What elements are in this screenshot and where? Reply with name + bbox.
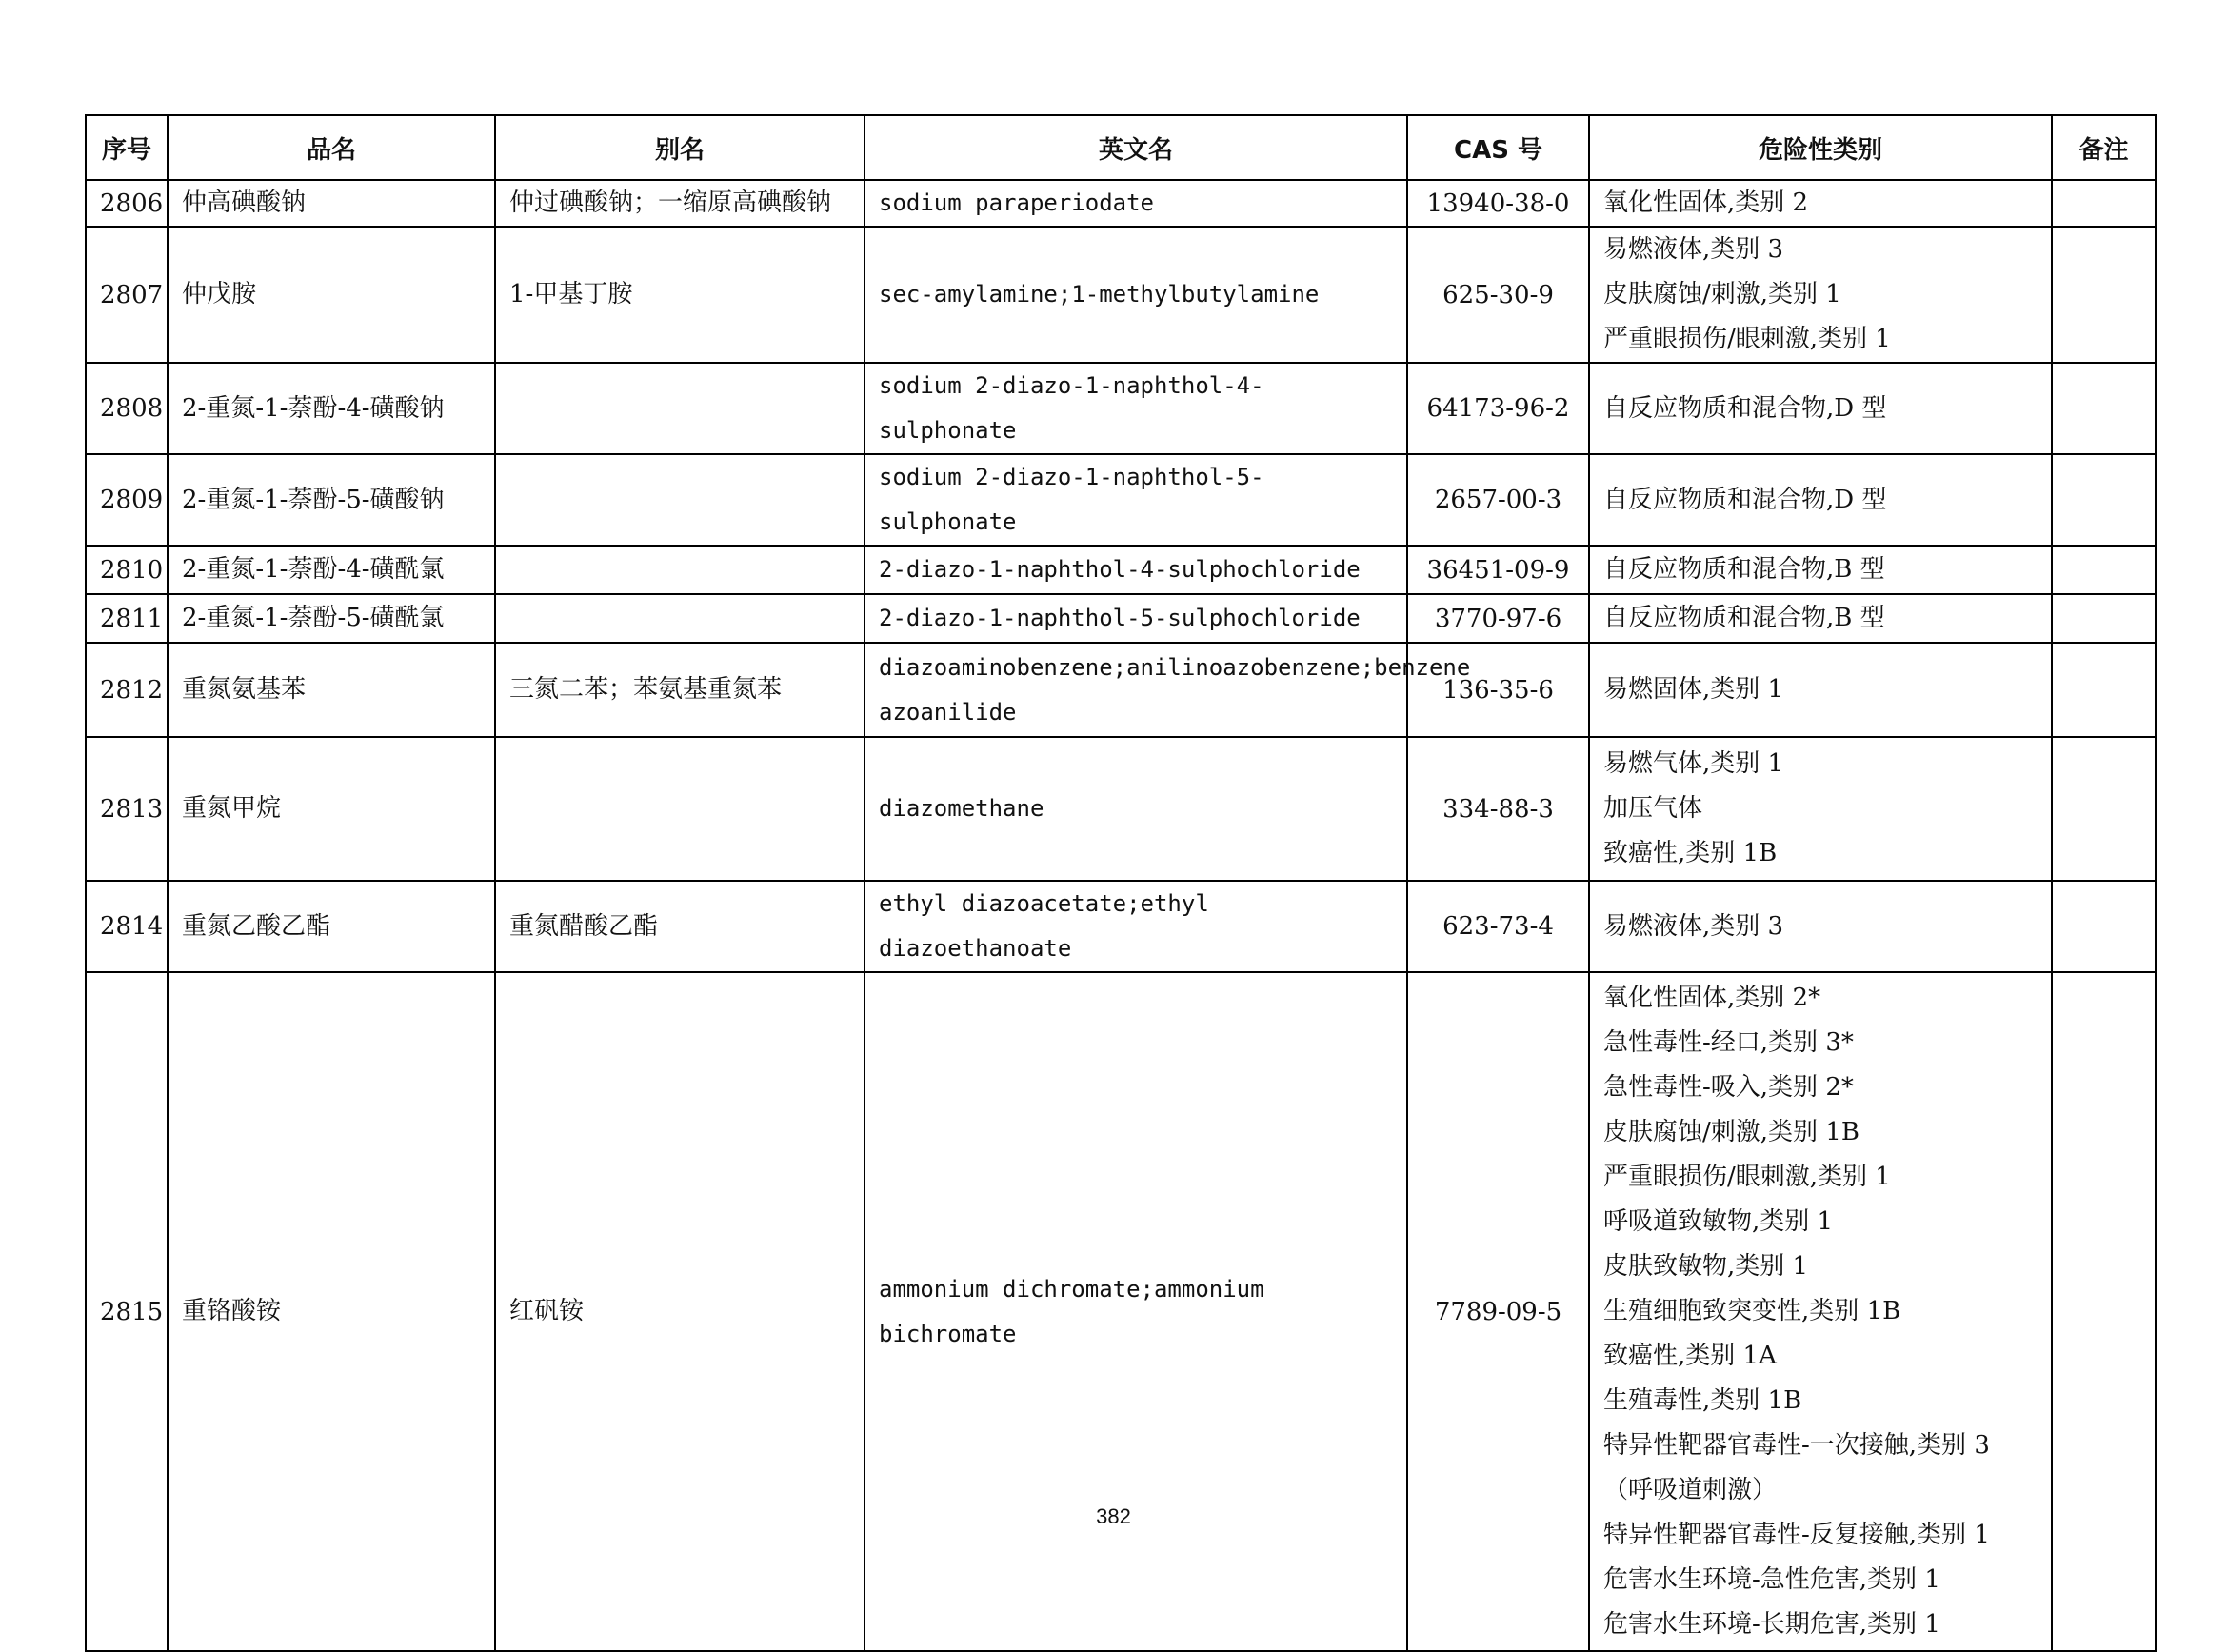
hazard-item: 易燃液体,类别 3 bbox=[1603, 235, 1784, 264]
cell-alias: 重氮醋酸乙酯 bbox=[495, 881, 865, 972]
cell-english: ammonium dichromate;ammonium bichromate bbox=[865, 972, 1407, 1651]
cell-no: 2811 bbox=[86, 594, 168, 643]
cell-alias bbox=[495, 363, 865, 454]
cell-english: 2-diazo-1-naphthol-4-sulphochloride bbox=[865, 546, 1407, 594]
cell-hazards bbox=[1589, 454, 2052, 546]
hazard-item: 生殖毒性,类别 1B bbox=[1603, 1386, 1802, 1415]
cell-name: 重氮氨基苯 bbox=[168, 643, 495, 737]
hazard-item: 特异性靶器官毒性-一次接触,类别 3（呼吸道刺激） bbox=[1603, 1431, 1990, 1504]
cell-english: diazoaminobenzene;anilinoazobenzene;benzene azoanilide bbox=[865, 643, 1407, 737]
cell-cas: 334-88-3 bbox=[1407, 737, 1589, 881]
hazard-item: 自反应物质和混合物,B 型 bbox=[1603, 604, 1885, 632]
cell-cas: 3770-97-6 bbox=[1407, 594, 1589, 643]
cell-hazards bbox=[1589, 881, 2052, 972]
hazard-item: 严重眼损伤/眼刺激,类别 1 bbox=[1603, 325, 1891, 353]
cell-cas: 625-30-9 bbox=[1407, 227, 1589, 363]
cell-name: 重氮甲烷 bbox=[168, 737, 495, 881]
hazard-item: 呼吸道致敏物,类别 1 bbox=[1603, 1207, 1834, 1236]
cell-hazards bbox=[1589, 643, 2052, 737]
chemical-table bbox=[85, 114, 2157, 1652]
table-row bbox=[86, 546, 2156, 594]
cell-english: ethyl diazoacetate;ethyl diazoethanoate bbox=[865, 881, 1407, 972]
hazard-item: 致癌性,类别 1B bbox=[1603, 839, 1778, 867]
cell-note bbox=[2052, 643, 2156, 737]
cell-hazards bbox=[1589, 180, 2052, 227]
table-row bbox=[86, 737, 2156, 881]
cell-cas: 623-73-4 bbox=[1407, 881, 1589, 972]
hazard-item: 危害水生环境-急性危害,类别 1 bbox=[1603, 1565, 1940, 1594]
header-alias: 别名 bbox=[495, 115, 865, 180]
cell-no: 2807 bbox=[86, 227, 168, 363]
cell-note bbox=[2052, 180, 2156, 227]
cell-cas: 36451-09-9 bbox=[1407, 546, 1589, 594]
hazard-item: 致癌性,类别 1A bbox=[1603, 1342, 1777, 1370]
cell-no: 2814 bbox=[86, 881, 168, 972]
table-row bbox=[86, 643, 2156, 737]
table-row bbox=[86, 972, 2156, 1651]
hazard-item: 皮肤腐蚀/刺激,类别 1 bbox=[1603, 280, 1841, 309]
cell-english: 2-diazo-1-naphthol-5-sulphochloride bbox=[865, 594, 1407, 643]
hazard-item: 生殖细胞致突变性,类别 1B bbox=[1603, 1297, 1901, 1325]
table-row bbox=[86, 180, 2156, 227]
hazard-item: 自反应物质和混合物,B 型 bbox=[1603, 555, 1885, 584]
cell-no: 2810 bbox=[86, 546, 168, 594]
cell-english: sodium 2-diazo-1-naphthol-4-sulphonate bbox=[865, 363, 1407, 454]
header-cas: CAS 号 bbox=[1407, 115, 1589, 180]
cell-no: 2815 bbox=[86, 972, 168, 1651]
cell-name: 2-重氮-1-萘酚-4-磺酸钠 bbox=[168, 363, 495, 454]
hazard-item: 特异性靶器官毒性-反复接触,类别 1 bbox=[1603, 1521, 1990, 1549]
cell-cas: 13940-38-0 bbox=[1407, 180, 1589, 227]
hazard-item: 急性毒性-吸入,类别 2* bbox=[1603, 1073, 1854, 1102]
header-english: 英文名 bbox=[865, 115, 1407, 180]
table-row bbox=[86, 454, 2156, 546]
table-row bbox=[86, 594, 2156, 643]
cell-cas: 7789-09-5 bbox=[1407, 972, 1589, 1651]
hazard-item: 皮肤致敏物,类别 1 bbox=[1603, 1252, 1809, 1281]
cell-no: 2809 bbox=[86, 454, 168, 546]
cell-cas: 136-35-6 bbox=[1407, 643, 1589, 737]
cell-name: 2-重氮-1-萘酚-5-磺酸钠 bbox=[168, 454, 495, 546]
hazard-item: 氧化性固体,类别 2 bbox=[1603, 189, 1809, 217]
cell-no: 2806 bbox=[86, 180, 168, 227]
hazard-item: 严重眼损伤/眼刺激,类别 1 bbox=[1603, 1163, 1891, 1191]
cell-alias bbox=[495, 454, 865, 546]
cell-name: 2-重氮-1-萘酚-5-磺酰氯 bbox=[168, 594, 495, 643]
cell-hazards bbox=[1589, 737, 2052, 881]
cell-name: 重氮乙酸乙酯 bbox=[168, 881, 495, 972]
cell-hazards bbox=[1589, 227, 2052, 363]
cell-note bbox=[2052, 594, 2156, 643]
page-number: 382 bbox=[1096, 1504, 1131, 1528]
cell-note bbox=[2052, 972, 2156, 1651]
hazard-item: 危害水生环境-长期危害,类别 1 bbox=[1603, 1610, 1940, 1639]
header-no: 序号 bbox=[86, 115, 168, 180]
hazard-item: 皮肤腐蚀/刺激,类别 1B bbox=[1603, 1118, 1859, 1146]
cell-alias bbox=[495, 594, 865, 643]
cell-note bbox=[2052, 881, 2156, 972]
table-row bbox=[86, 363, 2156, 454]
cell-alias: 1-甲基丁胺 bbox=[495, 227, 865, 363]
hazard-item: 急性毒性-经口,类别 3* bbox=[1603, 1028, 1854, 1057]
cell-note bbox=[2052, 227, 2156, 363]
header-row bbox=[86, 115, 2156, 180]
cell-english: sec-amylamine;1-methylbutylamine bbox=[865, 227, 1407, 363]
hazard-item: 自反应物质和混合物,D 型 bbox=[1603, 393, 1887, 423]
hazard-item: 自反应物质和混合物,D 型 bbox=[1603, 485, 1887, 514]
cell-english: diazomethane bbox=[865, 737, 1407, 881]
cell-name: 重铬酸铵 bbox=[168, 972, 495, 1651]
header-name: 品名 bbox=[168, 115, 495, 180]
header-note: 备注 bbox=[2052, 115, 2156, 180]
hazard-item: 易燃固体,类别 1 bbox=[1603, 675, 1784, 704]
header-hazard: 危险性类别 bbox=[1589, 115, 2052, 180]
cell-note bbox=[2052, 454, 2156, 546]
cell-alias: 红矾铵 bbox=[495, 972, 865, 1651]
cell-note bbox=[2052, 737, 2156, 881]
cell-cas: 2657-00-3 bbox=[1407, 454, 1589, 546]
cell-no: 2812 bbox=[86, 643, 168, 737]
cell-name: 2-重氮-1-萘酚-4-磺酰氯 bbox=[168, 546, 495, 594]
hazard-item: 易燃液体,类别 3 bbox=[1603, 911, 1784, 941]
cell-no: 2813 bbox=[86, 737, 168, 881]
cell-note bbox=[2052, 546, 2156, 594]
cell-alias bbox=[495, 737, 865, 881]
cell-name: 仲戊胺 bbox=[168, 227, 495, 363]
cell-no: 2808 bbox=[86, 363, 168, 454]
hazard-item: 加压气体 bbox=[1603, 794, 1703, 823]
cell-hazards bbox=[1589, 972, 2052, 1651]
cell-hazards bbox=[1589, 363, 2052, 454]
cell-english: sodium 2-diazo-1-naphthol-5-sulphonate bbox=[865, 454, 1407, 546]
hazard-item: 氧化性固体,类别 2* bbox=[1603, 984, 1821, 1012]
cell-english: sodium paraperiodate bbox=[865, 180, 1407, 227]
cell-alias: 三氮二苯；苯氨基重氮苯 bbox=[495, 643, 865, 737]
hazard-item: 易燃气体,类别 1 bbox=[1603, 749, 1784, 778]
cell-name: 仲高碘酸钠 bbox=[168, 180, 495, 227]
cell-alias: 仲过碘酸钠；一缩原高碘酸钠 bbox=[495, 180, 865, 227]
cell-alias bbox=[495, 546, 865, 594]
table-row bbox=[86, 881, 2156, 972]
cell-cas: 64173-96-2 bbox=[1407, 363, 1589, 454]
table-row bbox=[86, 227, 2156, 363]
cell-hazards bbox=[1589, 594, 2052, 643]
cell-note bbox=[2052, 363, 2156, 454]
cell-hazards bbox=[1589, 546, 2052, 594]
